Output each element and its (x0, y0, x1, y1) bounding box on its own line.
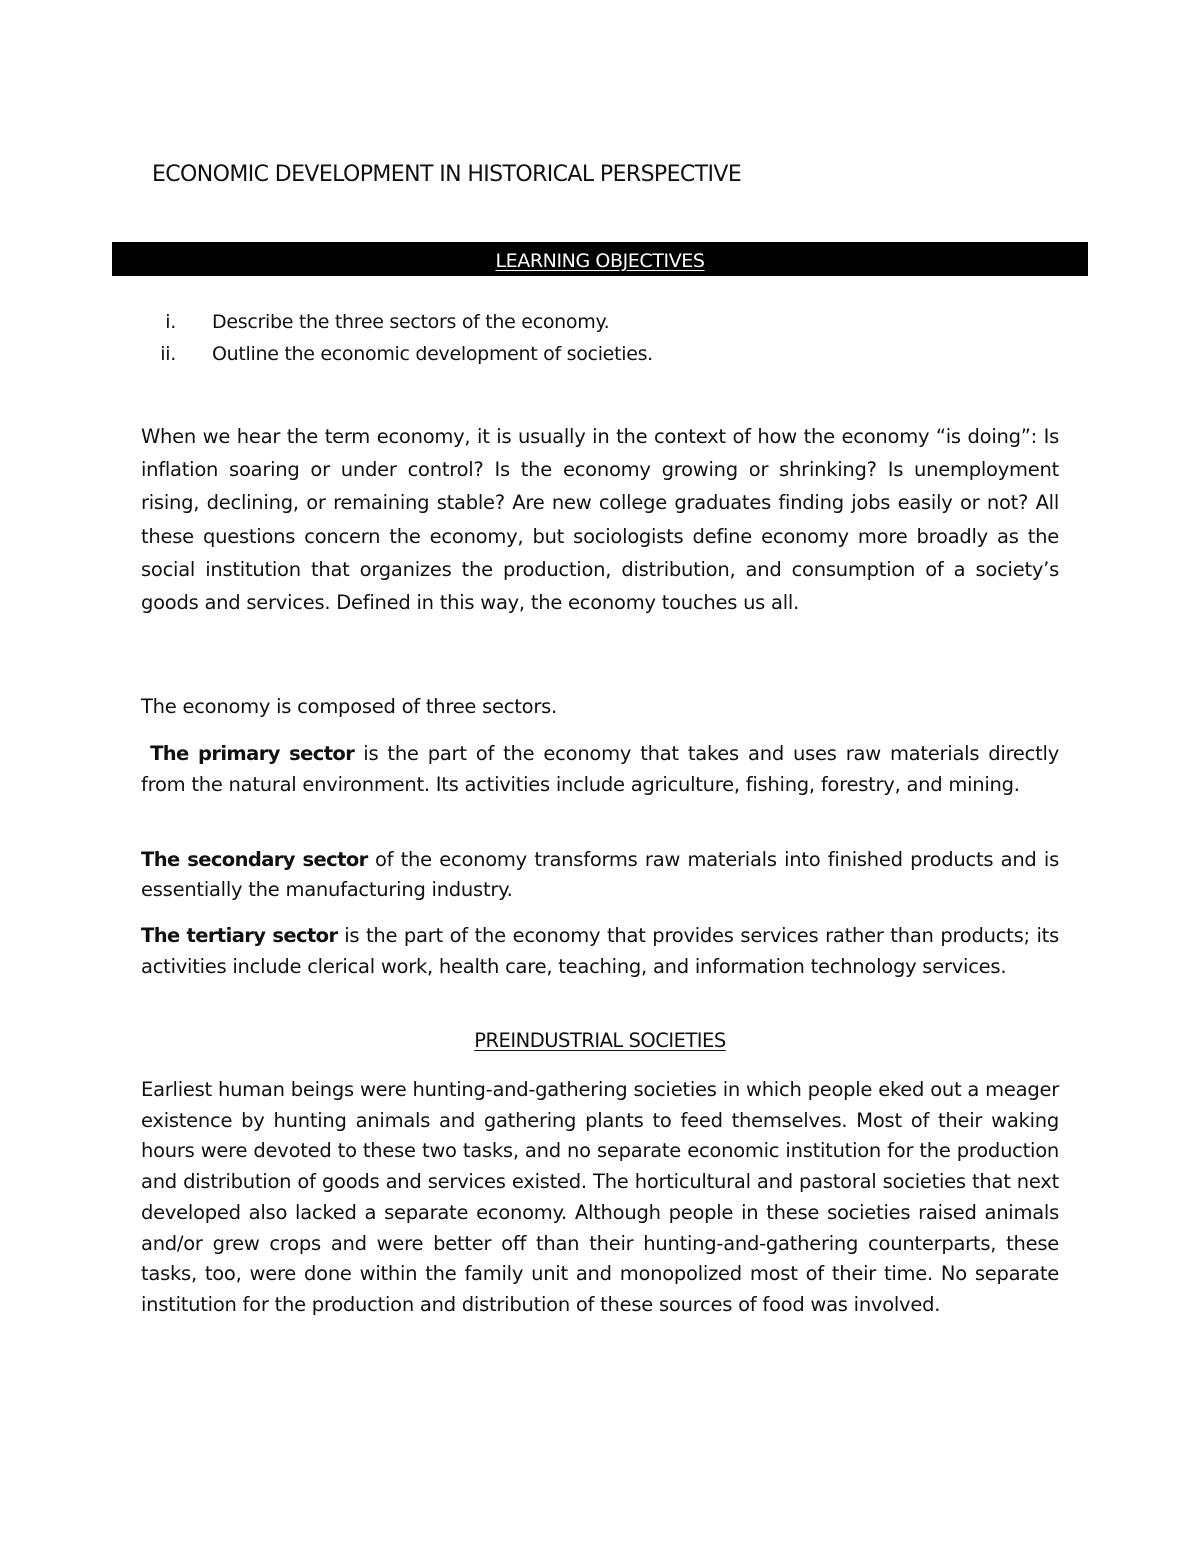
objective-text: Outline the economic development of societies. (212, 343, 653, 365)
secondary-sector-term: The secondary sector (141, 848, 368, 871)
primary-sector-text: is the part of the economy that takes and uses raw materials directly from the natural environment. Its activities include agriculture, fishing, forestry, and mining. (141, 742, 1059, 796)
intro-paragraph: When we hear the term economy, it is usually in the context of how the economy “is doing”: Is inflation soaring or under control? Is the economy growing or shrinking? Is unemployment rising, declining, or remaining stable? Are new college graduates finding jobs easily or not? All these questions concern the economy, but sociologists define economy more broadly as the social institution that organizes the production, distribution, and consumption of a society’s goods and services. Defined in this way, the economy touches us all. (141, 425, 1059, 615)
tertiary-sector-paragraph (141, 921, 1059, 982)
objective-item (140, 339, 1040, 371)
sectors-intro-paragraph: The economy is composed of three sectors. (141, 695, 557, 718)
learning-objectives-heading: LEARNING OBJECTIVES (112, 242, 1088, 276)
primary-sector-term: The primary sector (150, 742, 355, 765)
preindustrial-societies-heading: PREINDUSTRIAL SOCIETIES (474, 1029, 726, 1052)
secondary-sector-paragraph (141, 845, 1059, 905)
tertiary-sector-text: is the part of the economy that provides services rather than products; its activities include clerical work, health care, teaching, and information technology services. (141, 924, 1059, 978)
learning-objectives-list (140, 307, 1040, 371)
objective-text: Describe the three sectors of the economy. (212, 311, 610, 333)
primary-sector-paragraph (141, 738, 1059, 800)
preindustrial-paragraph: Earliest human beings were hunting-and-gathering societies in which people eked out a meager existence by hunting animals and gathering plants to feed themselves. Most of their waking hours were devoted to these two tasks, and no separate economic institution for the production and distribution of goods and services existed. The horticultural and pastoral societies that next developed also lacked a separate economy. Although people in these societies raised animals and/or grew crops and were better off than their hunting-and-gathering counterparts, these tasks, too, were done within the family unit and monopolized most of their time. No separate institution for the production and distribution of these sources of food was involved. (141, 1078, 1059, 1316)
tertiary-sector-term: The tertiary sector (141, 924, 338, 947)
secondary-sector-text: of the economy transforms raw materials into finished products and is essentially the manufacturing industry. (141, 848, 1059, 901)
page-title: ECONOMIC DEVELOPMENT IN HISTORICAL PERSPECTIVE (152, 162, 742, 187)
objective-number: i. (165, 311, 176, 333)
objective-number: ii. (160, 343, 176, 365)
objective-item (140, 307, 1040, 339)
